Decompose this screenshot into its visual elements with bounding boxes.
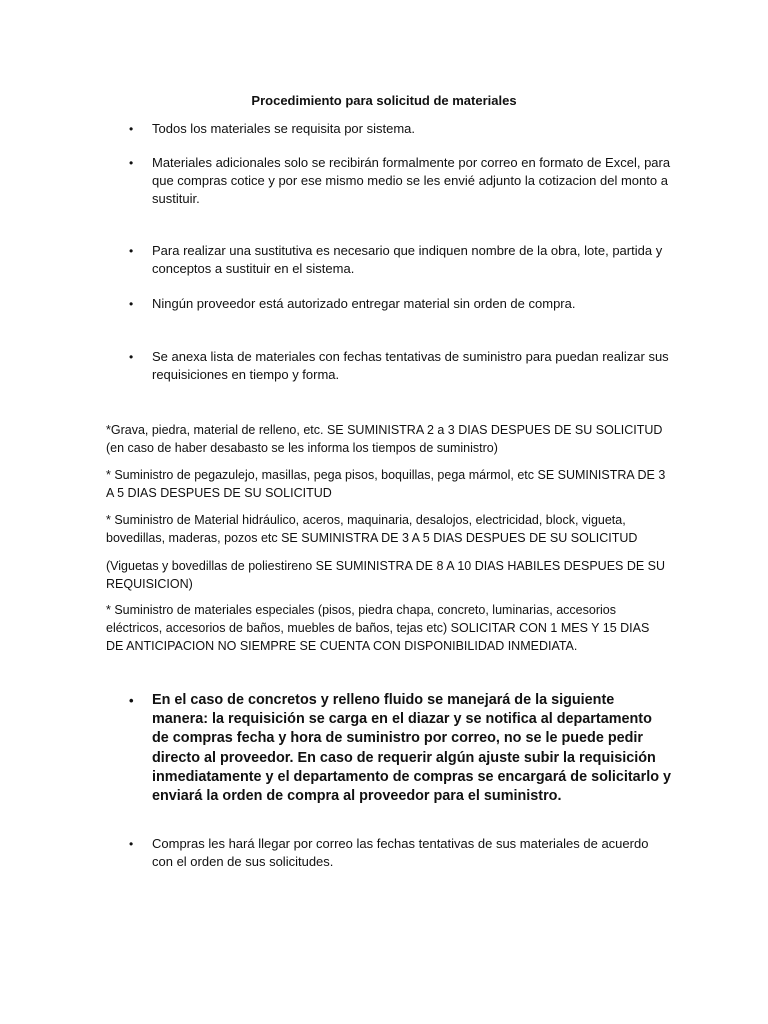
supply-note: *Grava, piedra, material de relleno, etc. SE SUMINISTRA 2 a 3 DIAS DESPUES DE SU SOLICITUD (en caso de haber desabasto se les informa los tiempos de suministro) [106, 423, 663, 455]
list-item [129, 348, 672, 384]
list-item [129, 154, 672, 208]
bullet-marker: • [129, 297, 134, 311]
bullet-marker: • [129, 244, 134, 258]
list-item-text: Todos los materiales se requisita por sistema. [152, 121, 416, 136]
bullet-marker: • [129, 156, 134, 170]
bullet-marker: • [129, 693, 134, 708]
list-item-text: Ningún proveedor está autorizado entregar material sin orden de compra. [152, 296, 576, 311]
list-item-text: Se anexa lista de materiales con fechas tentativas de suministro para puedan realizar sus requisiciones en tiempo y forma. [152, 349, 669, 382]
list-item-text: Materiales adicionales solo se recibirán formalmente por correo en formato de Excel, para que compras cotice y por ese mismo medio se les envié adjunto la cotizacion del monto a sustituir. [152, 155, 671, 206]
list-item [129, 242, 672, 278]
list-item [129, 835, 672, 871]
supply-note: * Suministro de Material hidráulico, aceros, maquinaria, desalojos, electricidad, block, vigueta, bovedillas, maderas, pozos etc SE SUMINISTRA DE 3 A 5 DIAS DESPUES DE SU SOLICITUD [106, 513, 638, 545]
bullet-marker: • [129, 837, 134, 851]
list-item-text: Compras les hará llegar por correo las fechas tentativas de sus materiales de acuerdo con el orden de sus solicitudes. [152, 836, 649, 869]
document-title: Procedimiento para solicitud de materiales [251, 93, 517, 108]
list-item [129, 120, 672, 138]
supply-note: (Viguetas y bovedillas de poliestireno SE SUMINISTRA DE 8 A 10 DIAS HABILES DESPUES DE SU REQUISICION) [106, 559, 666, 591]
list-item-bold [129, 691, 672, 806]
supply-note: * Suministro de materiales especiales (pisos, piedra chapa, concreto, luminarias, accesorios eléctricos, accesorios de baños, muebles de baños, tejas etc) SOLICITAR CON 1 MES Y 15 DIAS DE ANTICIPACION NO SIEMPRE SE CUENTA CON DISPONIBILIDAD INMEDIATA. [106, 603, 650, 653]
bullet-marker: • [129, 122, 134, 136]
list-item [129, 295, 672, 313]
supply-note: * Suministro de pegazulejo, masillas, pega pisos, boquillas, pega mármol, etc SE SUMINISTRA DE 3 A 5 DIAS DESPUES DE SU SOLICITUD [106, 468, 666, 500]
list-item-text: Para realizar una sustitutiva es necesario que indiquen nombre de la obra, lote, partida y conceptos a sustituir en el sistema. [152, 243, 663, 276]
bullet-marker: • [129, 350, 134, 364]
list-item-text: En el caso de concretos y relleno fluido se manejará de la siguiente manera: la requisición se carga en el diazar y se notifica al departamento de compras fecha y hora de suministro por correo, no se le puede pedir directo al proveedor. En caso de requerir algún ajuste subir la requisición inmediatamente y el departamento de compras se encargará de solicitarlo y enviará la orden de compra al proveedor para el suministro. [152, 692, 672, 805]
